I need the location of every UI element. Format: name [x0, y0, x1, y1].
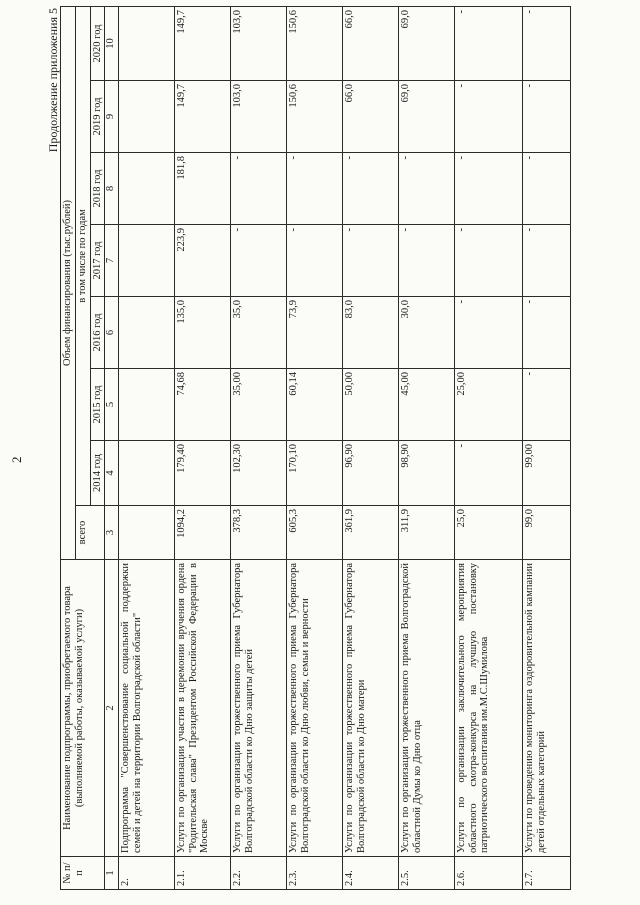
table-row — [118, 6, 174, 889]
table-row — [286, 6, 342, 889]
row-2020: 103,0 — [230, 6, 286, 80]
column-number: 1 — [105, 857, 119, 890]
row-name: Услуги по организации торжественного приема Губернатора Волгоградской области ко Дню защиты детей — [230, 560, 286, 857]
row-2015: 25,00 — [454, 369, 522, 441]
header-year-2020: 2020 год — [90, 6, 105, 80]
header-no: № п/п — [61, 857, 105, 890]
row-2014: 170,10 — [286, 441, 342, 506]
row-2014: - — [454, 441, 522, 506]
row-2014: 99,00 — [522, 441, 570, 506]
row-name: Услуги по организации заключительного мероприятия областного смотра-конкурса на лучшую постановку патриотического воспитания им.М.С.Шумилова — [454, 560, 522, 857]
table-row — [174, 6, 230, 889]
header-name: Наименование подпрограммы, приобретаемого товара (выполняемой работы, оказываемой услуги) — [61, 560, 105, 857]
row-2016: - — [522, 297, 570, 369]
row-2016: 73,9 — [286, 297, 342, 369]
row-total: 311,9 — [398, 506, 454, 560]
row-2018: - — [286, 153, 342, 225]
row-2015 — [118, 369, 174, 441]
column-number: 4 — [105, 441, 119, 506]
row-total: 361,9 — [342, 506, 398, 560]
page-number: 2 — [9, 456, 24, 463]
table-row — [522, 6, 570, 889]
header-year-2019: 2019 год — [90, 81, 105, 153]
row-2016 — [118, 297, 174, 369]
row-total: 99,0 — [522, 506, 570, 560]
header-funding: Объем финансирования (тыс.рублей) — [61, 6, 76, 559]
row-name: Услуги по организации торжественного приема Губернатора Волгоградской области ко Дню любви, семьи и верности — [286, 560, 342, 857]
row-2015: 45,00 — [398, 369, 454, 441]
row-total: 1094,2 — [174, 506, 230, 560]
column-number: 3 — [105, 506, 119, 560]
column-number-row — [105, 6, 119, 889]
row-number: 2.1. — [174, 857, 230, 890]
row-2016: - — [454, 297, 522, 369]
row-2017: - — [454, 225, 522, 297]
row-2017: - — [522, 225, 570, 297]
row-2017 — [118, 225, 174, 297]
row-2017: - — [286, 225, 342, 297]
row-2015: 50,00 — [342, 369, 398, 441]
row-2014: 179,40 — [174, 441, 230, 506]
row-2016: 30,0 — [398, 297, 454, 369]
row-total — [118, 506, 174, 560]
row-number: 2.3. — [286, 857, 342, 890]
row-number: 2.4. — [342, 857, 398, 890]
row-2014: 98,90 — [398, 441, 454, 506]
column-number: 8 — [105, 153, 119, 225]
row-2014 — [118, 441, 174, 506]
continuation-title: Продолжение приложения 5 — [46, 8, 60, 153]
row-total: 605,3 — [286, 506, 342, 560]
row-2015: 35,00 — [230, 369, 286, 441]
header-year-2016: 2016 год — [90, 297, 105, 369]
row-2017: 223,9 — [174, 225, 230, 297]
row-2014: 102,30 — [230, 441, 286, 506]
row-2019: 150,6 — [286, 81, 342, 153]
row-2017: - — [398, 225, 454, 297]
row-2018: - — [230, 153, 286, 225]
row-2018: - — [522, 153, 570, 225]
row-total: 25,0 — [454, 506, 522, 560]
column-number: 2 — [105, 560, 119, 857]
row-2018: 181,8 — [174, 153, 230, 225]
row-2016: 83,0 — [342, 297, 398, 369]
row-number: 2.5. — [398, 857, 454, 890]
row-2018: - — [398, 153, 454, 225]
row-2018: - — [454, 153, 522, 225]
header-year-2017: 2017 год — [90, 225, 105, 297]
row-2017: - — [230, 225, 286, 297]
row-2015: 60,14 — [286, 369, 342, 441]
column-number: 9 — [105, 81, 119, 153]
row-2016: 35,0 — [230, 297, 286, 369]
row-name: Услуги по проведению мониторинга оздоровительной кампании детей отдельных категорий — [522, 560, 570, 857]
column-number: 6 — [105, 297, 119, 369]
header-by-year: в том числе по годам — [75, 6, 90, 505]
row-2019 — [118, 81, 174, 153]
row-2019: - — [522, 81, 570, 153]
row-name: Услуги по организации торжественного приема Волгоградской областной Думы ко Дню отца — [398, 560, 454, 857]
row-2019: 66,0 — [342, 81, 398, 153]
row-name: Услуги по организации участия в церемонии вручения ордена "Родительская слава" Президентом Российской Федерации в Москве — [174, 560, 230, 857]
row-2019: - — [454, 81, 522, 153]
row-2020: 150,6 — [286, 6, 342, 80]
row-name: Услуги по организации торжественного приема Губернатора Волгоградской области ко Дню матери — [342, 560, 398, 857]
row-2015: 74,68 — [174, 369, 230, 441]
column-number: 5 — [105, 369, 119, 441]
row-number: 2.6. — [454, 857, 522, 890]
row-2017: - — [342, 225, 398, 297]
row-2016: 135,0 — [174, 297, 230, 369]
table-row — [230, 6, 286, 889]
column-number: 7 — [105, 225, 119, 297]
row-2018 — [118, 153, 174, 225]
row-2019: 149,7 — [174, 81, 230, 153]
row-2020 — [118, 6, 174, 80]
row-2020: - — [522, 6, 570, 80]
table-row — [454, 6, 522, 889]
header-year-2015: 2015 год — [90, 369, 105, 441]
row-2020: - — [454, 6, 522, 80]
table-row — [398, 6, 454, 889]
row-2020: 69,0 — [398, 6, 454, 80]
row-2014: 96,90 — [342, 441, 398, 506]
header-year-2018: 2018 год — [90, 153, 105, 225]
row-total: 378,3 — [230, 506, 286, 560]
row-2019: 69,0 — [398, 81, 454, 153]
table-row — [342, 6, 398, 889]
row-2015: - — [522, 369, 570, 441]
row-2020: 66,0 — [342, 6, 398, 80]
funding-table — [60, 6, 571, 890]
header-year-2014: 2014 год — [90, 441, 105, 506]
row-number: 2.2. — [230, 857, 286, 890]
row-2020: 149,7 — [174, 6, 230, 80]
row-name: Подпрограмма "Совершенствование социальной поддержки семей и детей на территории Волгоградской области" — [118, 560, 174, 857]
row-number: 2.7. — [522, 857, 570, 890]
row-2018: - — [342, 153, 398, 225]
row-number: 2. — [118, 857, 174, 890]
row-2019: 103,0 — [230, 81, 286, 153]
column-number: 10 — [105, 6, 119, 80]
header-total: всего — [75, 506, 105, 560]
